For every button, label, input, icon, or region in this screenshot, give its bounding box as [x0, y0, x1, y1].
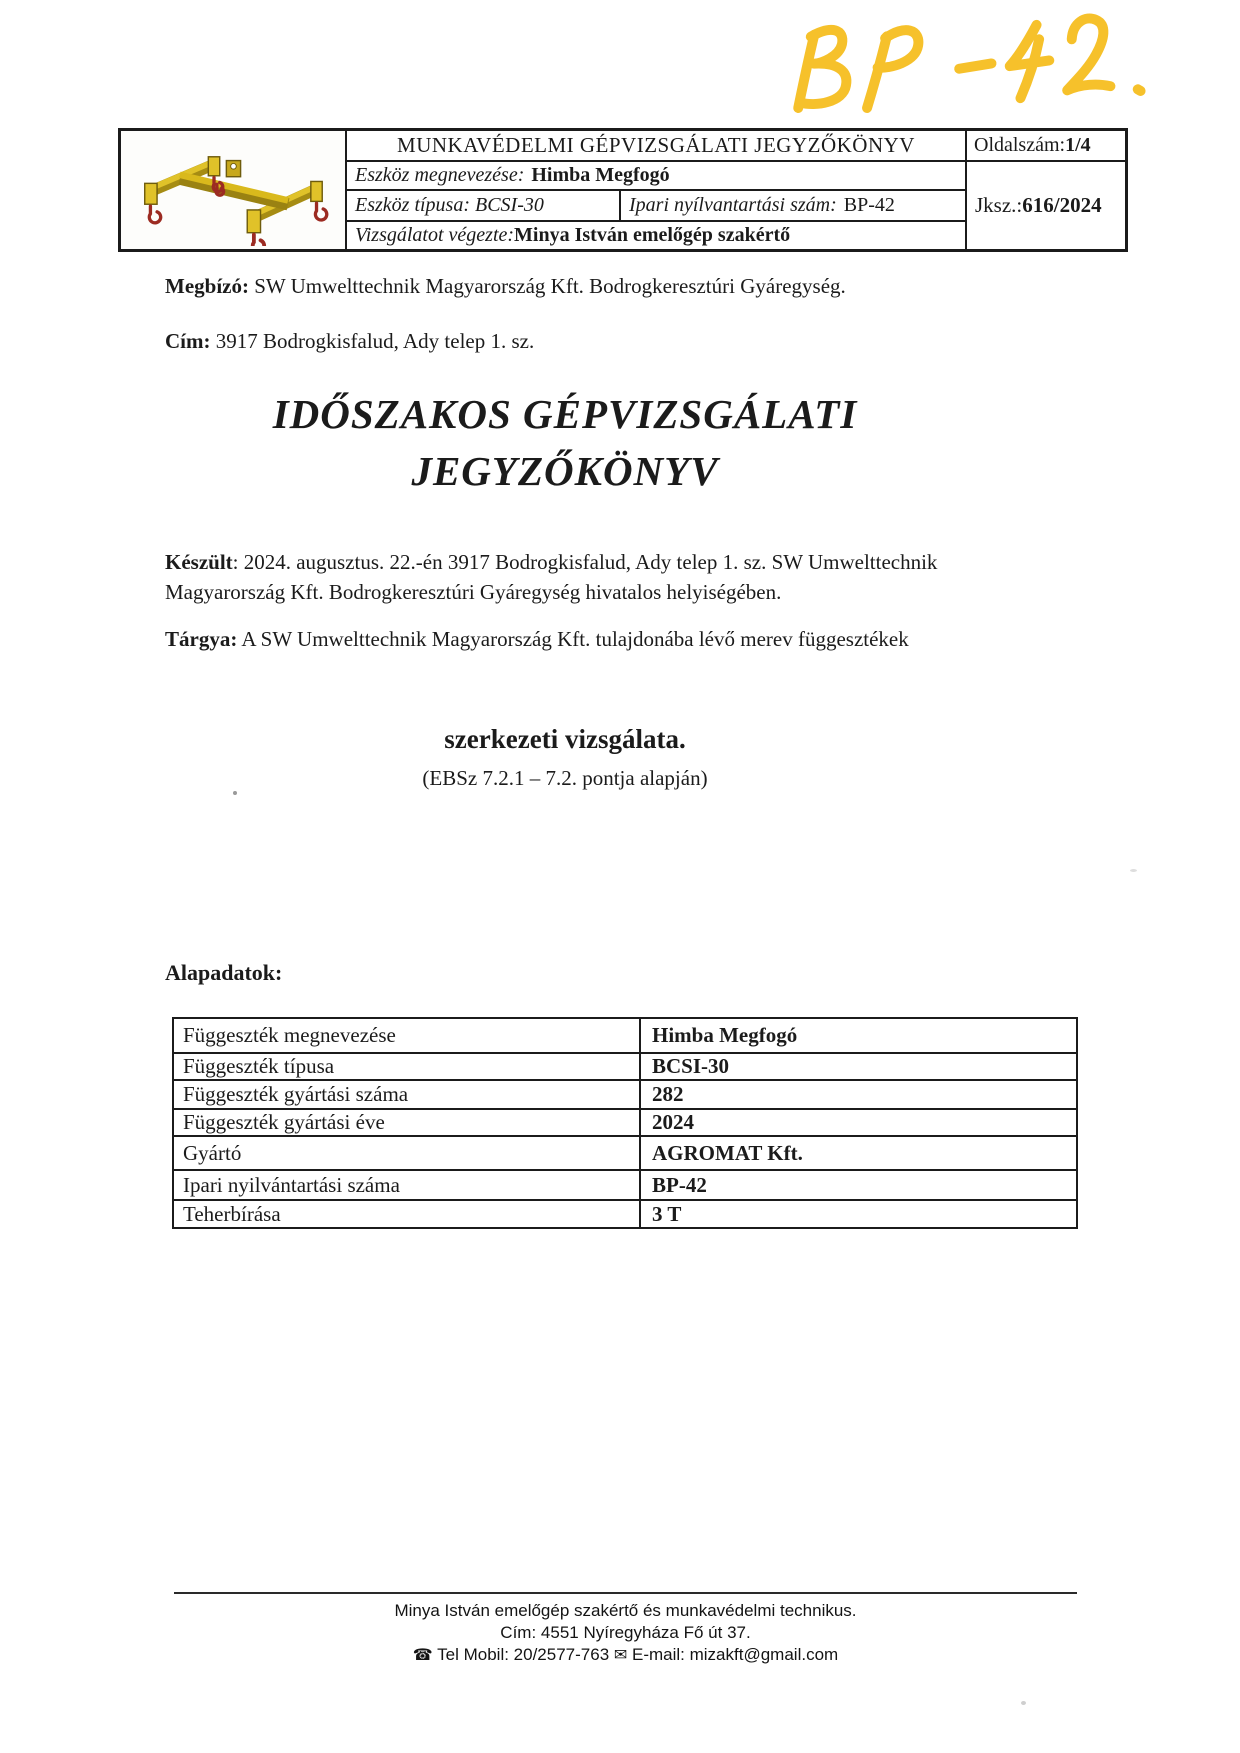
handwriting-strokes: [772, 10, 1180, 114]
row-label: Gyártó: [173, 1136, 640, 1170]
table-row: [173, 1136, 1077, 1170]
footer-divider: [174, 1592, 1077, 1594]
footer: [174, 1600, 1077, 1667]
row-label: Teherbírása: [173, 1200, 640, 1228]
subject-line: [165, 627, 985, 652]
registry-number-cell: [621, 191, 965, 222]
inspector-cell: [347, 222, 965, 249]
scan-speck: [233, 791, 237, 795]
phone-icon: ☎: [412, 1647, 433, 1664]
row-label: Függeszték gyártási száma: [173, 1080, 640, 1109]
case-number-cell: [965, 162, 1125, 249]
device-name-value: Himba Megfogó: [531, 164, 670, 186]
case-number-label: Jksz.:: [975, 193, 1023, 217]
address-text: 3917 Bodrogkisfalud, Ady telep 1. sz.: [210, 329, 535, 353]
main-title-line2: JEGYZŐKÖNYV: [411, 448, 719, 495]
page-number-value: 1/4: [1065, 134, 1091, 156]
table-row: [173, 1080, 1077, 1109]
client-label: Megbízó:: [165, 274, 249, 298]
footer-name-line: Minya István emelőgép szakértő és munkavédelmi technikus.: [394, 1601, 857, 1620]
subtitle-note: (EBSz 7.2.1 – 7.2. pontja alapján): [422, 766, 708, 790]
made-paragraph: [165, 547, 980, 608]
client-line: [165, 274, 985, 299]
row-value: Himba Megfogó: [640, 1018, 1077, 1053]
row-label: Függeszték megnevezése: [173, 1018, 640, 1053]
row-label: Függeszték gyártási éve: [173, 1109, 640, 1136]
row-value: AGROMAT Kft.: [640, 1136, 1077, 1170]
page-number-label: Oldalszám:: [974, 134, 1066, 156]
inspector-label: Vizsgálatot végezte:: [355, 224, 515, 246]
case-number-value: 616/2024: [1022, 193, 1102, 217]
registry-label: Ipari nyílvantartási szám:: [629, 194, 837, 216]
page-number-cell: [965, 131, 1125, 162]
row-value: BCSI-30: [640, 1053, 1077, 1080]
main-title-line1: IDŐSZAKOS GÉPVIZSGÁLATI: [272, 391, 858, 437]
row-label: Függeszték típusa: [173, 1053, 640, 1080]
table-row: [173, 1170, 1077, 1200]
row-value: 2024: [640, 1109, 1077, 1136]
client-text: SW Umwelttechnik Magyarország Kft. Bodrogkeresztúri Gyáregység.: [248, 274, 846, 298]
basic-data-heading: Alapadatok:: [165, 960, 283, 985]
table-row: [173, 1018, 1077, 1053]
made-text: : 2024. augusztus. 22.-én 3917 Bodrogkisfalud, Ady telep 1. sz. SW Umwelttechnik Magyarország Kft. Bodrogkeresztúri Gyáregység hivatalos helyiségében.: [165, 550, 938, 605]
device-name-cell: [347, 162, 965, 191]
made-label: Készült: [165, 550, 233, 574]
table-row: [173, 1053, 1077, 1080]
footer-email-text: E-mail: mizakft@gmail.com: [627, 1645, 839, 1664]
equipment-photo: [121, 131, 347, 249]
device-type-cell: Eszköz típusa: BCSI-30: [347, 191, 621, 222]
scan-speck: [1130, 869, 1137, 872]
inspector-value: Minya István emelőgép szakértő: [514, 224, 791, 246]
row-value: 282: [640, 1080, 1077, 1109]
footer-address-line: Cím: 4551 Nyíregyháza Fő út 37.: [500, 1623, 751, 1642]
address-line: [165, 329, 985, 354]
address-label: Cím:: [165, 329, 211, 353]
report-title: MUNKAVÉDELMI GÉPVIZSGÁLATI JEGYZŐKÖNYV: [347, 131, 965, 162]
scan-speck: [1021, 1701, 1026, 1705]
row-value: 3 T: [640, 1200, 1077, 1228]
main-title: [165, 386, 965, 501]
row-label: Ipari nyilvántartási száma: [173, 1170, 640, 1200]
device-name-label: Eszköz megnevezése:: [355, 164, 525, 186]
subject-text: A SW Umwelttechnik Magyarország Kft. tulajdonába lévő merev függesztékek: [237, 627, 909, 651]
subtitle: szerkezeti vizsgálata.: [444, 724, 686, 754]
envelope-icon: ✉: [613, 1647, 628, 1664]
footer-phone-text: Tel Mobil: 20/2577-763: [432, 1645, 614, 1664]
table-row: [173, 1109, 1077, 1136]
handwritten-label: [772, 10, 1180, 114]
header-table: [118, 128, 1128, 252]
basic-data-table: [172, 1017, 1078, 1229]
table-row: [173, 1200, 1077, 1228]
lifting-beam-image: [126, 134, 340, 246]
subject-label: Tárgya:: [165, 627, 238, 651]
registry-value: BP-42: [843, 194, 895, 216]
footer-contact-line: [174, 1644, 1077, 1667]
row-value: BP-42: [640, 1170, 1077, 1200]
